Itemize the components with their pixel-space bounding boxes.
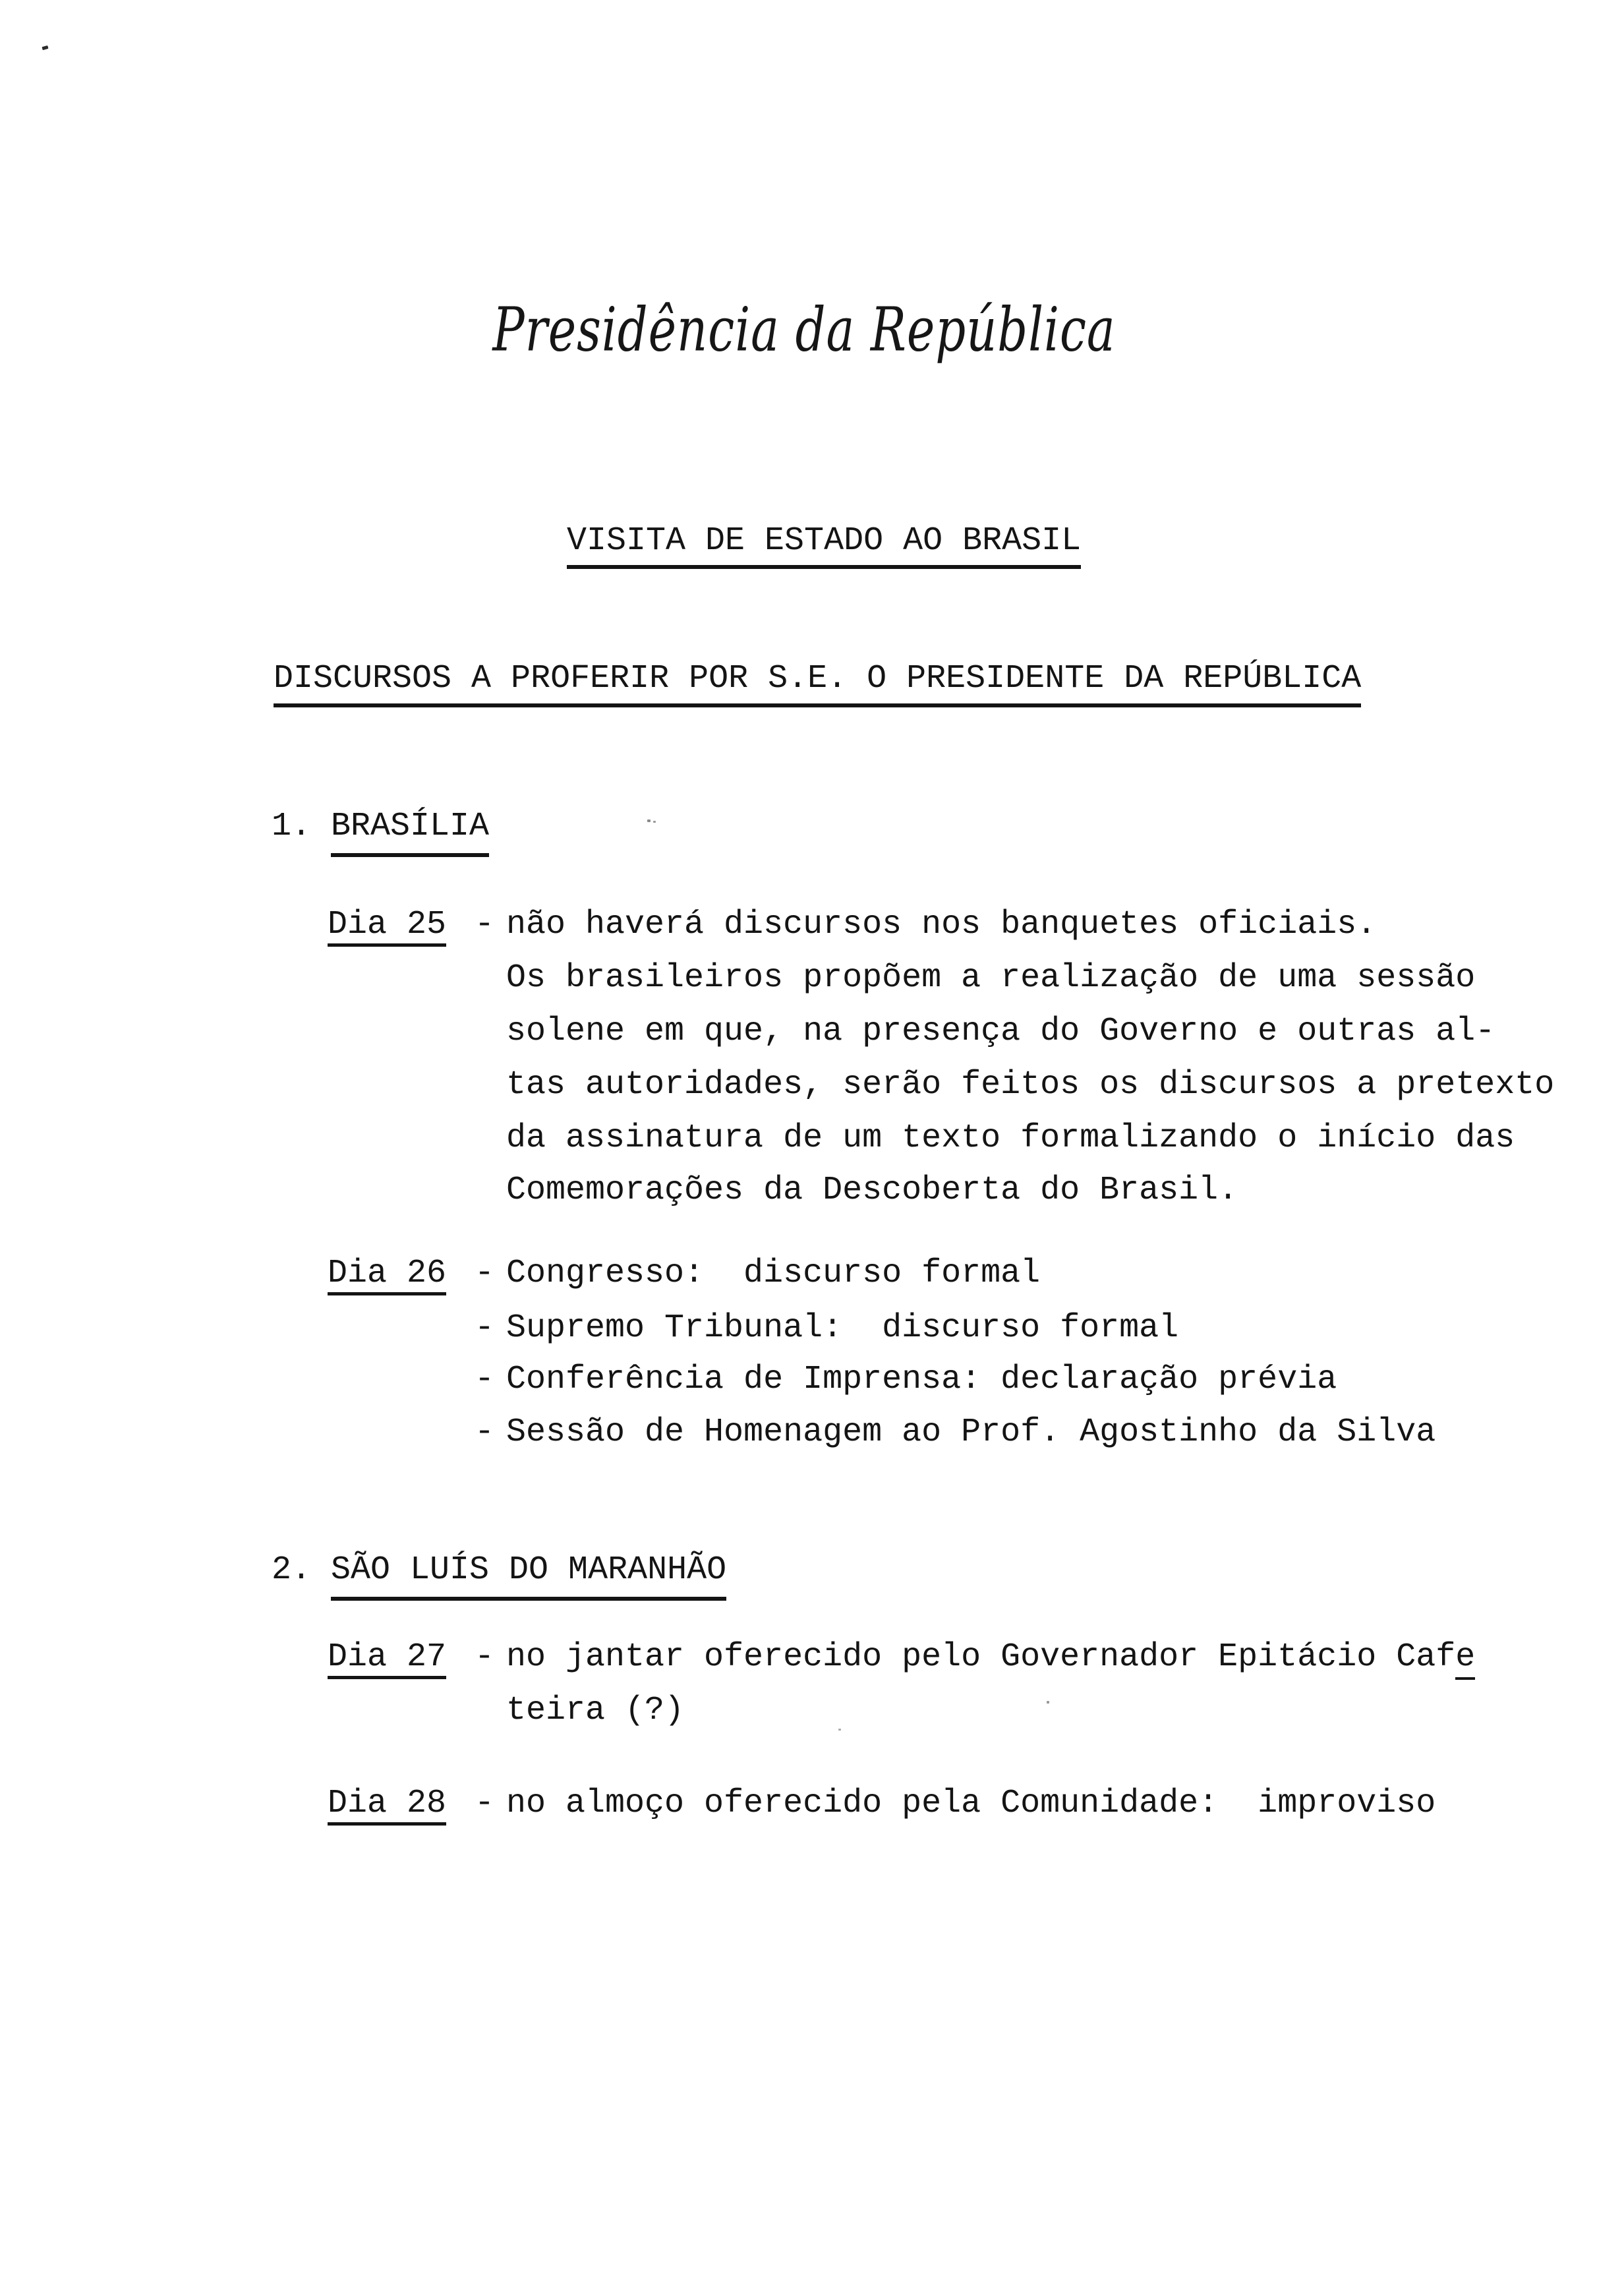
entry-dash: -	[475, 1638, 495, 1676]
body-line: não haverá discursos nos banquetes oficiais.	[506, 906, 1377, 943]
section-heading: SÃO LUÍS DO MARANHÃO	[331, 1554, 726, 1601]
day-label: Dia 26	[328, 1257, 446, 1295]
body-line: solene em que, na presença do Governo e outras al-	[506, 1013, 1495, 1050]
day-label: Dia 27	[328, 1641, 446, 1679]
list-dash: -	[475, 1309, 495, 1347]
entry-dash: -	[475, 1785, 495, 1822]
section-number: 2.	[272, 1551, 312, 1589]
list-item-line: Conferência de Imprensa: declaração prévia	[506, 1361, 1337, 1398]
scan-speck	[1047, 1701, 1049, 1704]
entry-dash: -	[475, 1255, 495, 1292]
section-heading: BRASÍLIA	[331, 810, 489, 857]
document-title: VISITA DE ESTADO AO BRASIL	[567, 525, 1081, 569]
body-line: teira (?)	[506, 1692, 685, 1729]
body-line	[506, 1638, 1476, 1676]
body-line-text: no jantar oferecido pelo Governador Epitácio Caf	[506, 1638, 1456, 1676]
list-item-line: Sessão de Homenagem ao Prof. Agostinho da Silva	[506, 1413, 1436, 1451]
underlined-char: e	[1455, 1638, 1475, 1680]
list-dash: -	[475, 1413, 495, 1451]
document-subtitle: DISCURSOS A PROFERIR POR S.E. O PRESIDENTE DA REPÚBLICA	[274, 663, 1361, 707]
section-number: 1.	[272, 808, 312, 845]
list-dash: -	[475, 1361, 495, 1398]
scan-speck	[647, 819, 651, 822]
letterhead-script: Presidência da República	[492, 295, 1116, 365]
body-line: tas autoridades, serão feitos os discursos a pretexto	[506, 1066, 1555, 1104]
scan-speck	[653, 821, 656, 823]
body-line: Os brasileiros propõem a realização de uma sessão	[506, 959, 1476, 997]
body-line: no almoço oferecido pela Comunidade: improviso	[506, 1785, 1436, 1822]
scan-speck	[42, 45, 49, 50]
entry-dash: -	[475, 906, 495, 943]
list-item-line: Congresso: discurso formal	[506, 1255, 1041, 1292]
list-item-line: Supremo Tribunal: discurso formal	[506, 1309, 1179, 1347]
body-line: Comemorações da Descoberta do Brasil.	[506, 1172, 1238, 1209]
scan-speck	[838, 1729, 841, 1731]
day-label: Dia 28	[328, 1787, 446, 1826]
body-line: da assinatura de um texto formalizando o início das	[506, 1119, 1515, 1157]
day-label: Dia 25	[328, 908, 446, 947]
